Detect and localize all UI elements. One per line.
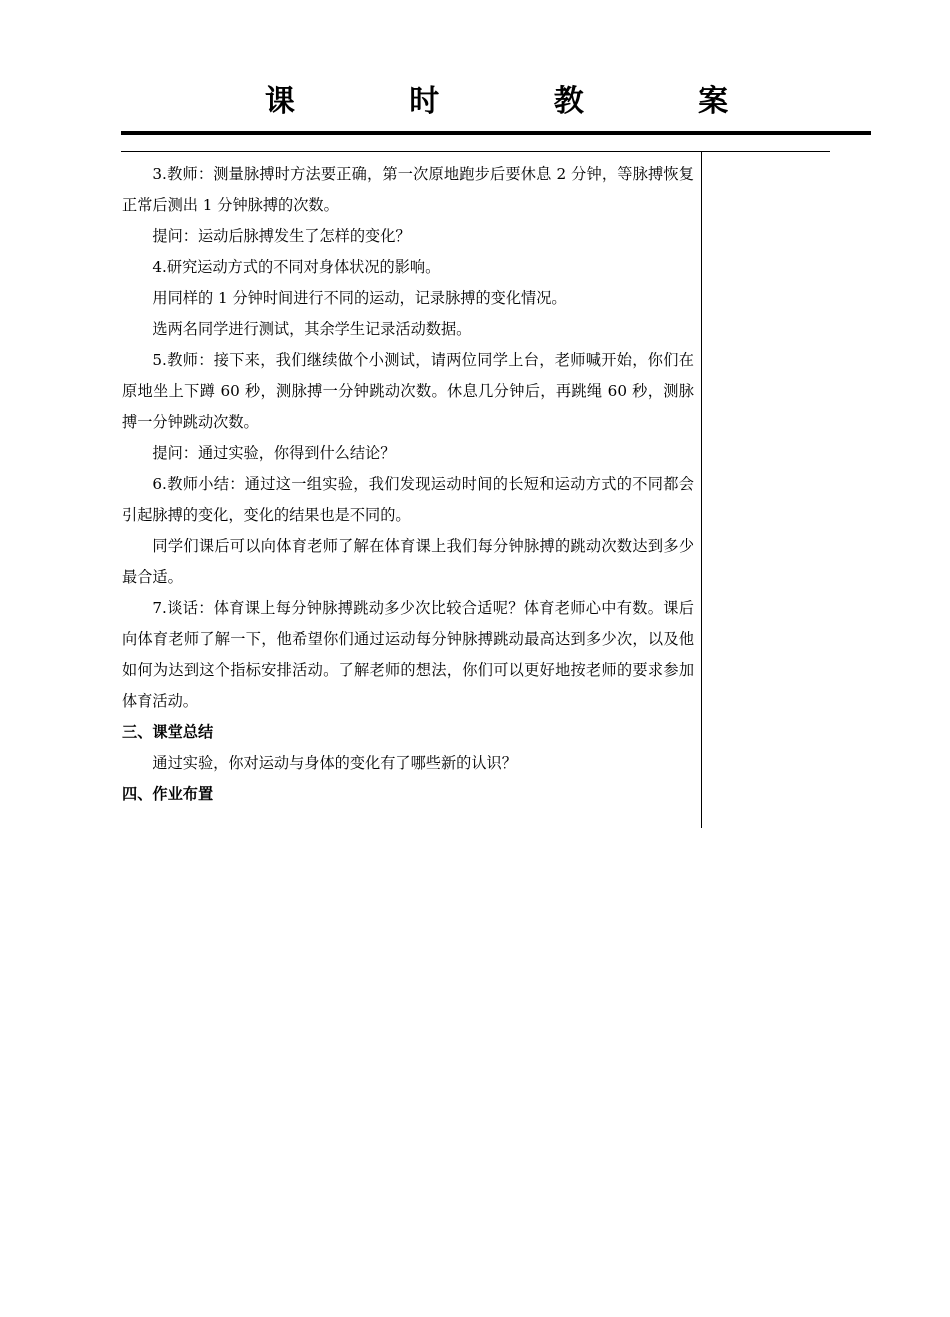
section-heading-homework: 四、作业布置	[122, 785, 214, 803]
page-title: 课 时 教 案	[264, 84, 781, 119]
paragraph-question-1: 提问：运动后脉搏发生了怎样的变化？	[152, 227, 411, 245]
paragraph-step-4-test: 选两名同学进行测试，其余学生记录活动数据。	[152, 320, 472, 338]
paragraph-step-3: 3.教师：测量脉搏时方法要正确，第一次原地跑步后要休息 2 分钟，等脉搏恢复正常后测出 1 分钟脉搏的次数。	[122, 165, 694, 214]
paragraph-step-4-detail: 用同样的 1 分钟时间进行不同的运动，记录脉搏的变化情况。	[152, 289, 567, 307]
paragraph-step-7: 7.谈话：体育课上每分钟脉搏跳动多少次比较合适呢？体育老师心中有数。课后向体育老师了解一下，他希望你们通过运动每分钟脉搏跳动最高达到多少次，以及他如何为达到这个指标安排活动。了解老师的想法，你们可以更好地按老师的要求参加体育活动。	[122, 599, 694, 710]
paragraph-step-6-followup: 同学们课后可以向体育老师了解在体育课上我们每分钟脉搏的跳动次数达到多少最合适。	[122, 537, 694, 586]
paragraph-summary: 通过实验，你对运动与身体的变化有了哪些新的认识？	[152, 754, 517, 772]
title-underline-thick	[121, 131, 871, 135]
paragraph-question-2: 提问：通过实验，你得到什么结论？	[152, 444, 396, 462]
paragraph-step-4: 4.研究运动方式的不同对身体状况的影响。	[152, 258, 441, 276]
table-column-divider	[701, 152, 702, 828]
section-heading-summary: 三、课堂总结	[122, 723, 214, 741]
lesson-content	[122, 159, 694, 810]
paragraph-step-6: 6.教师小结：通过这一组实验，我们发现运动时间的长短和运动方式的不同都会引起脉搏的变化，变化的结果也是不同的。	[122, 475, 694, 524]
paragraph-step-5: 5.教师：接下来，我们继续做个小测试，请两位同学上台，老师喊开始，你们在原地坐上下蹲 60 秒，测脉搏一分钟跳动次数。休息几分钟后，再跳绳 60 秒，测脉搏一分钟跳动次数。	[122, 351, 694, 431]
table-top-border	[121, 151, 830, 152]
